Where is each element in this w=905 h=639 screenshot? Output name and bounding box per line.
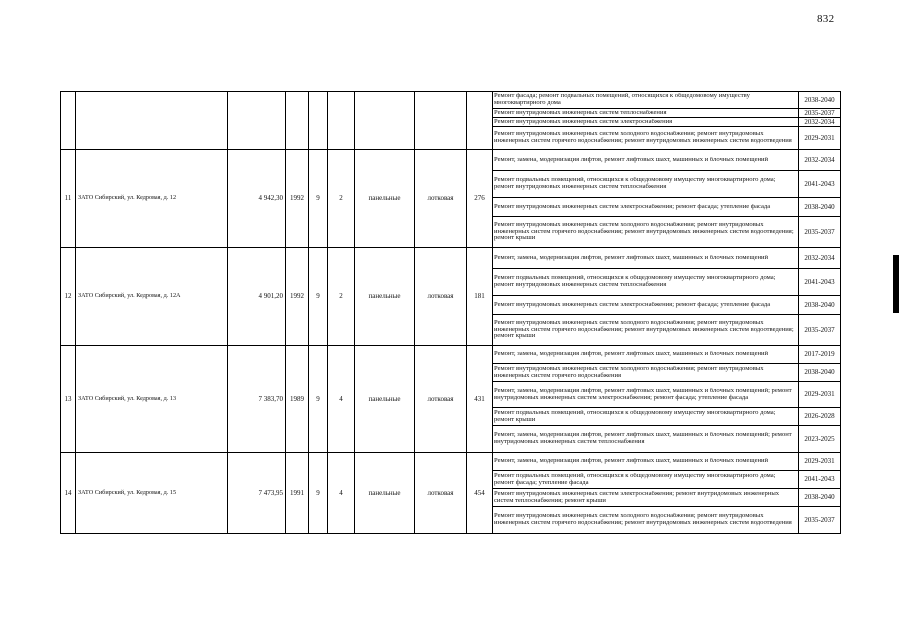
roof-cell	[415, 92, 467, 150]
building-area: 4 942,30	[228, 150, 286, 248]
building-address: ЗАТО Сибирский, ул. Кедровая, д. 13	[76, 346, 228, 453]
work-period: 2035-2037	[799, 507, 841, 534]
table-row	[61, 453, 841, 471]
work-period: 2029-2031	[799, 127, 841, 150]
work-description-cell	[493, 198, 799, 217]
work-period: 2032-2034	[799, 150, 841, 171]
address-cell	[76, 92, 228, 150]
work-description-cell	[493, 364, 799, 382]
work-description-cell	[493, 296, 799, 315]
work-description-cell	[493, 315, 799, 346]
work-description-cell	[493, 248, 799, 269]
building-walls: панельные	[355, 248, 415, 346]
floors-cell	[309, 92, 328, 150]
building-address: ЗАТО Сибирский, ул. Кедровая, д. 15	[76, 453, 228, 534]
building-year: 1989	[286, 346, 309, 453]
work-description-cell	[493, 426, 799, 453]
work-description: Ремонт внутридомовых инженерных систем электроснабжения	[494, 118, 673, 125]
building-walls: панельные	[355, 346, 415, 453]
work-description: Ремонт фасада; ремонт подвальных помещений, относящихся к общедомовому имуществу многоквартирного дома	[494, 93, 750, 106]
work-period: 2038-2040	[799, 198, 841, 217]
walls-cell	[355, 92, 415, 150]
work-description: Ремонт, замена, модернизация лифтов, ремонт лифтовых шахт, машинных и блочных помещений; ремонт внутридомовых инженерных систем электроснабжения; ремонт фасада; утепление фасада	[494, 387, 792, 401]
work-period: 2038-2040	[799, 92, 841, 109]
building-roof: лотковая	[415, 453, 467, 534]
work-description: Ремонт внутридомовых инженерных систем электроснабжения; ремонт фасада; утепление фасада	[494, 203, 771, 210]
work-description-cell	[493, 150, 799, 171]
building-entrances: 4	[328, 346, 355, 453]
work-description: Ремонт, замена, модернизация лифтов, ремонт лифтовых шахт, машинных и блочных помещений	[494, 458, 769, 465]
work-description-cell	[493, 346, 799, 364]
table-row	[61, 92, 841, 109]
work-period: 2032-2034	[799, 118, 841, 127]
work-period: 2023-2025	[799, 426, 841, 453]
building-roof: лотковая	[415, 248, 467, 346]
work-period: 2041-2043	[799, 269, 841, 296]
work-period: 2026-2028	[799, 408, 841, 426]
work-description: Ремонт внутридомовых инженерных систем холодного водоснабжения; ремонт внутридомовых инженерных систем горячего водоснабжения; ремонт внутридомовых инженерных систем водоотведения	[494, 131, 792, 144]
work-description-cell	[493, 507, 799, 534]
work-period: 2017-2019	[799, 346, 841, 364]
work-description-cell	[493, 269, 799, 296]
work-description: Ремонт внутридомовых инженерных систем электроснабжения; ремонт фасада; утепление фасада	[494, 301, 771, 308]
work-period: 2041-2043	[799, 471, 841, 489]
building-residents: 454	[467, 453, 493, 534]
work-description: Ремонт, замена, модернизация лифтов, ремонт лифтовых шахт, машинных и блочных помещений	[494, 156, 769, 163]
building-entrances: 2	[328, 248, 355, 346]
work-period: 2029-2031	[799, 453, 841, 471]
area-cell	[228, 92, 286, 150]
table-row	[61, 150, 841, 171]
work-description: Ремонт подвальных помещений, относящихся к общедомовому имуществу многоквартирного дома; ремонт крыши	[494, 409, 776, 423]
residents-cell	[467, 92, 493, 150]
repair-schedule-table	[60, 91, 841, 534]
work-description: Ремонт внутридомовых инженерных систем теплоснабжения	[494, 109, 667, 116]
work-period: 2035-2037	[799, 315, 841, 346]
num-cell	[61, 92, 76, 150]
building-floors: 9	[309, 453, 328, 534]
work-period: 2032-2034	[799, 248, 841, 269]
building-year: 1992	[286, 248, 309, 346]
work-description-cell	[493, 171, 799, 198]
work-description-cell	[493, 408, 799, 426]
work-period: 2038-2040	[799, 364, 841, 382]
work-description: Ремонт подвальных помещений, относящихся к общедомовому имуществу многоквартирного дома; ремонт фасада; утепление фасада	[494, 472, 776, 486]
work-description: Ремонт подвальных помещений, относящихся к общедомовому имуществу многоквартирного дома; ремонт внутридомовых инженерных систем теплоснабжения	[494, 177, 776, 190]
work-period: 2038-2040	[799, 489, 841, 507]
building-number: 13	[61, 346, 76, 453]
work-description: Ремонт внутридомовых инженерных систем электроснабжения; ремонт внутридомовых инженерных систем теплоснабжения; ремонт крыши	[494, 490, 780, 504]
building-area: 7 473,95	[228, 453, 286, 534]
building-residents: 431	[467, 346, 493, 453]
building-number: 12	[61, 248, 76, 346]
building-walls: панельные	[355, 150, 415, 248]
building-residents: 276	[467, 150, 493, 248]
building-floors: 9	[309, 248, 328, 346]
building-number: 11	[61, 150, 76, 248]
work-period: 2041-2043	[799, 171, 841, 198]
building-area: 4 901,20	[228, 248, 286, 346]
building-number: 14	[61, 453, 76, 534]
building-roof: лотковая	[415, 346, 467, 453]
building-address: ЗАТО Сибирский, ул. Кедровая, д. 12А	[76, 248, 228, 346]
scan-margin-mark	[893, 255, 899, 313]
work-description-cell	[493, 453, 799, 471]
work-description: Ремонт, замена, модернизация лифтов, ремонт лифтовых шахт, машинных и блочных помещений	[494, 254, 769, 261]
building-address: ЗАТО Сибирский, ул. Кедровая, д. 12	[76, 150, 228, 248]
work-description: Ремонт внутридомовых инженерных систем холодного водоснабжения; ремонт внутридомовых инженерных систем горячего водоснабжения	[494, 365, 764, 379]
table-row	[61, 346, 841, 364]
building-year: 1991	[286, 453, 309, 534]
building-year: 1992	[286, 150, 309, 248]
work-description-cell	[493, 217, 799, 248]
work-period: 2029-2031	[799, 382, 841, 408]
year-cell	[286, 92, 309, 150]
work-period: 2035-2037	[799, 217, 841, 248]
work-description: Ремонт, замена, модернизация лифтов, ремонт лифтовых шахт, машинных и блочных помещений	[494, 351, 769, 358]
work-description-cell	[493, 109, 799, 118]
building-roof: лотковая	[415, 150, 467, 248]
building-area: 7 383,70	[228, 346, 286, 453]
page-number: 832	[817, 13, 835, 25]
entrances-cell	[328, 92, 355, 150]
work-description-cell	[493, 118, 799, 127]
work-description-cell	[493, 471, 799, 489]
building-walls: панельные	[355, 453, 415, 534]
building-floors: 9	[309, 150, 328, 248]
building-residents: 181	[467, 248, 493, 346]
work-description: Ремонт внутридомовых инженерных систем холодного водоснабжения; ремонт внутридомовых инженерных систем горячего водоснабжения; ремонт внутридомовых инженерных систем водоотведения	[494, 513, 792, 526]
work-description: Ремонт внутридомовых инженерных систем холодного водоснабжения; ремонт внутридомовых инженерных систем горячего водоснабжения; ремонт внутридомовых инженерных систем водоотведения; ремонт крыши	[494, 221, 794, 242]
work-description: Ремонт подвальных помещений, относящихся к общедомовому имуществу многоквартирного дома; ремонт внутридомовых инженерных систем теплоснабжения	[494, 275, 776, 288]
work-period: 2038-2040	[799, 296, 841, 315]
work-description-cell	[493, 489, 799, 507]
building-entrances: 4	[328, 453, 355, 534]
building-floors: 9	[309, 346, 328, 453]
work-description: Ремонт внутридомовых инженерных систем холодного водоснабжения; ремонт внутридомовых инженерных систем горячего водоснабжения; ремонт внутридомовых инженерных систем водоотведения; ремонт крыши	[494, 319, 794, 340]
work-description-cell	[493, 127, 799, 150]
work-description-cell	[493, 92, 799, 109]
work-description: Ремонт, замена, модернизация лифтов, ремонт лифтовых шахт, машинных и блочных помещений; ремонт внутридомовых инженерных систем теплоснабжения	[494, 432, 792, 445]
table-row	[61, 248, 841, 269]
work-period: 2035-2037	[799, 109, 841, 118]
building-entrances: 2	[328, 150, 355, 248]
work-description-cell	[493, 382, 799, 408]
